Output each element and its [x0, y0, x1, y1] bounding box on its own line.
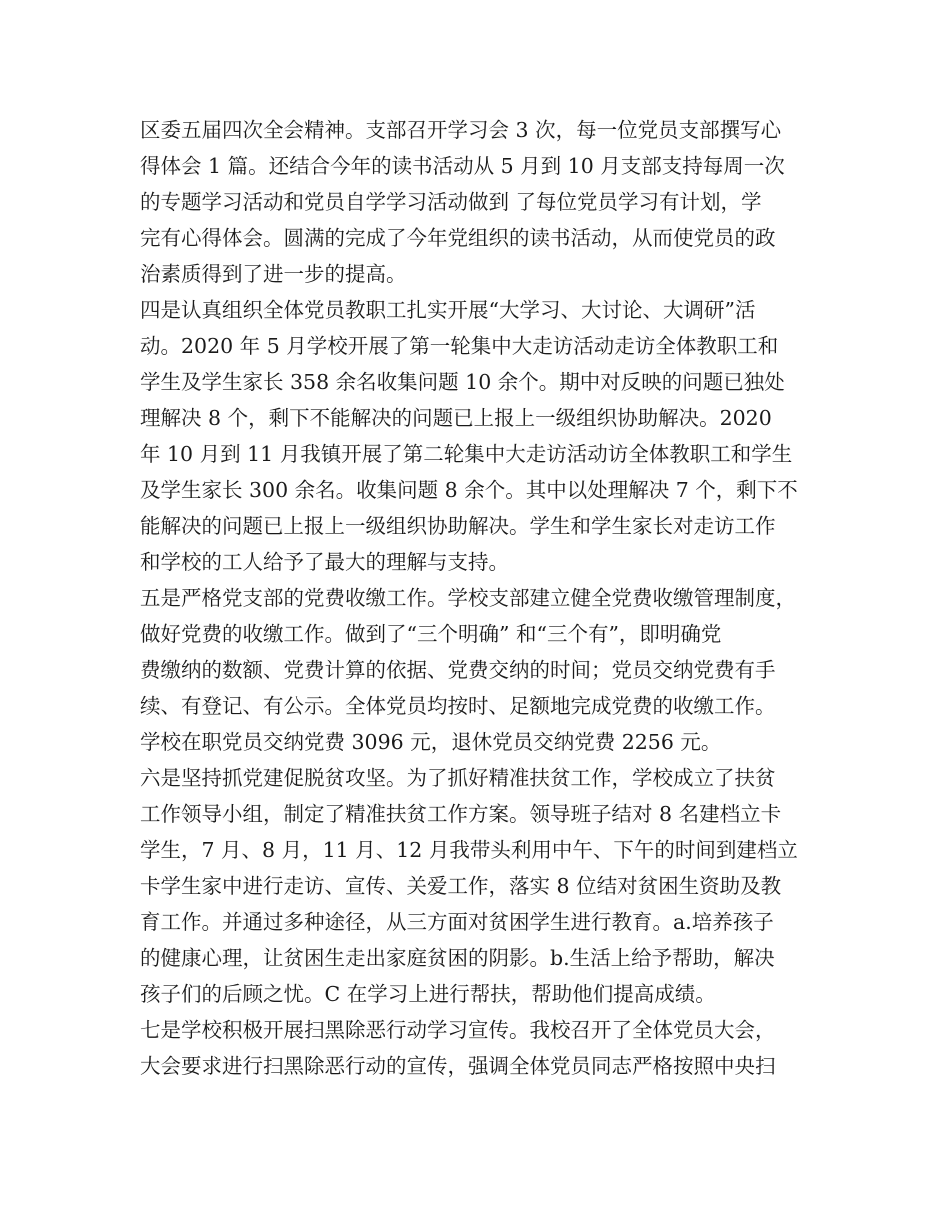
text-line: 动。2020 年 5 月学校开展了第一轮集中大走访活动走访全体教职工和: [140, 334, 779, 358]
text-line: 完有心得体会。圆满的完成了今年党组织的读书活动，从而使党员的政: [140, 226, 776, 250]
text-line: 五是严格党支部的党费收缴工作。学校支部建立健全党费收缴管理制度，: [140, 586, 796, 610]
text-line: 及学生家长 300 余名。收集问题 8 余个。其中以处理解决 7 个，剩下不: [140, 478, 798, 502]
text-line: 的专题学习活动和党员自学学习活动做到 了每位党员学习有计划，学: [140, 190, 762, 214]
text-line: 续、有登记、有公示。全体党员均按时、足额地完成党费的收缴工作。: [140, 694, 776, 718]
text-line: 理解决 8 个，剩下不能解决的问题已上报上一级组织协助解决。2020: [140, 406, 772, 430]
text-line: 孩子们的后顾之忧。C 在学习上进行帮扶，帮助他们提高成绩。: [140, 982, 716, 1006]
text-line: 年 10 月到 11 月我镇开展了第二轮集中大走访活动访全体教职工和学生: [140, 442, 793, 466]
text-line: 学生，7 月、8 月，11 月、12 月我带头利用中午、下午的时间到建档立: [140, 838, 798, 862]
text-line: 学校在职党员交纳党费 3096 元，退休党员交纳党费 2256 元。: [140, 730, 722, 754]
text-line: 得体会 1 篇。还结合今年的读书活动从 5 月到 10 月支部支持每周一次: [140, 154, 785, 178]
text-line: 治素质得到了进一步的提高。: [140, 262, 407, 286]
text-line: 大会要求进行扫黑除恶行动的宣传，强调全体党员同志严格按照中央扫: [140, 1054, 776, 1078]
text-line: 的健康心理，让贫困生走出家庭贫困的阴影。b.生活上给予帮助，解决: [140, 946, 775, 970]
document-body: [140, 112, 812, 1084]
text-line: 七是学校积极开展扫黑除恶行动学习宣传。我校召开了全体党员大会，: [140, 1018, 776, 1042]
text-line: 学生及学生家长 358 余名收集问题 10 余个。期中对反映的问题已独处: [140, 370, 785, 394]
text-line: 卡学生家中进行走访、宣传、关爱工作，落实 8 位结对贫困生资助及教: [140, 874, 782, 898]
text-line: 区委五届四次全会精神。支部召开学习会 3 次，每一位党员支部撰写心: [140, 118, 782, 142]
text-line: 费缴纳的数额、党费计算的依据、党费交纳的时间；党员交纳党费有手: [140, 658, 776, 682]
text-line: 六是坚持抓党建促脱贫攻坚。为了抓好精准扶贫工作，学校成立了扶贫: [140, 766, 776, 790]
text-line: 和学校的工人给予了最大的理解与支持。: [140, 550, 509, 574]
text-line: 育工作。并通过多种途径，从三方面对贫困学生进行教育。a.培养孩子: [140, 910, 774, 934]
text-line: 能解决的问题已上报上一级组织协助解决。学生和学生家长对走访工作: [140, 514, 776, 538]
text-line: 做好党费的收缴工作。做到了“三个明确” 和“三个有”，即明确党: [140, 622, 722, 646]
text-line: 工作领导小组，制定了精准扶贫工作方案。领导班子结对 8 名建档立卡: [140, 802, 782, 826]
text-line: 四是认真组织全体党员教职工扎实开展“大学习、大讨论、大调研”活: [140, 298, 756, 322]
